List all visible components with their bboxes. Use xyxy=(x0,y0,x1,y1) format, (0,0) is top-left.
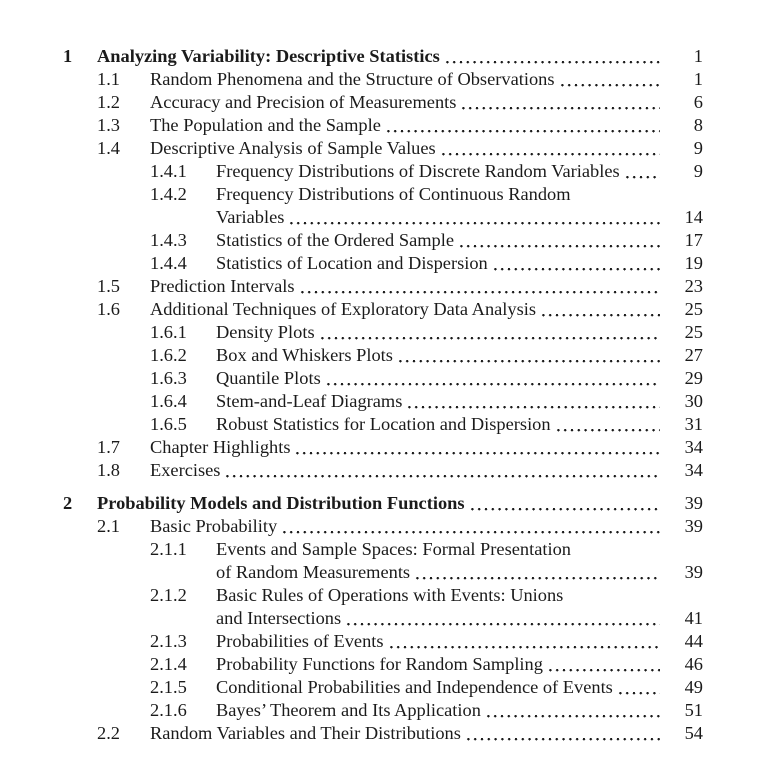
toc-entry-title: Probability Models and Distribution Functions xyxy=(97,493,465,513)
dot-leader xyxy=(288,206,660,229)
toc-entry-title: Additional Techniques of Exploratory Data Analysis xyxy=(150,299,537,319)
toc-entry-page: 46 xyxy=(684,654,703,674)
toc-entry-number: 1.4.4 xyxy=(150,253,187,273)
dot-leader xyxy=(440,137,660,160)
toc-entry[interactable] xyxy=(63,229,703,252)
toc-entry-page: 23 xyxy=(684,276,703,296)
toc-entry-title: Random Phenomena and the Structure of Observations xyxy=(150,69,555,89)
dot-leader xyxy=(345,607,660,630)
toc-entry-page: 51 xyxy=(684,700,703,720)
toc-entry-title: Probability Functions for Random Sampling xyxy=(216,654,543,674)
toc-entry[interactable] xyxy=(63,436,703,459)
toc-entry[interactable] xyxy=(63,91,703,114)
toc-entry-page: 6 xyxy=(693,92,703,112)
toc-entry-number: 1.3 xyxy=(97,115,120,135)
dot-leader xyxy=(485,699,660,722)
toc-entry[interactable] xyxy=(63,515,703,538)
toc-entry-number: 2.1.1 xyxy=(150,539,187,559)
toc-entry[interactable] xyxy=(63,344,703,367)
toc-entry[interactable] xyxy=(63,699,703,722)
toc-entry-page: 14 xyxy=(684,207,703,227)
toc-entry[interactable] xyxy=(63,459,703,482)
toc-entry-title: and Intersections xyxy=(216,608,342,628)
toc-entry-title: Frequency Distributions of Discrete Random Variables xyxy=(216,161,620,181)
toc-entry-number: 1.6.1 xyxy=(150,322,187,342)
toc-entry-title: Basic Rules of Operations with Events: Unions xyxy=(216,585,564,605)
toc-entry[interactable] xyxy=(63,722,703,745)
toc-entry-page: 49 xyxy=(684,677,703,697)
toc-entry-page: 17 xyxy=(684,230,703,250)
dot-leader xyxy=(414,561,660,584)
toc-entry-title: The Population and the Sample xyxy=(150,115,381,135)
dot-leader xyxy=(540,298,660,321)
toc-entry[interactable] xyxy=(63,676,703,699)
toc-entry-number: 1.4 xyxy=(97,138,120,158)
dot-leader xyxy=(406,390,660,413)
dot-leader xyxy=(555,413,660,436)
toc-entry-page: 25 xyxy=(684,299,703,319)
toc-entry-number: 1.4.1 xyxy=(150,161,187,181)
dot-leader xyxy=(397,344,660,367)
toc-entry[interactable] xyxy=(63,367,703,390)
toc-entry-page: 9 xyxy=(693,161,703,181)
toc-entry[interactable] xyxy=(63,252,703,275)
toc-entry[interactable] xyxy=(63,653,703,676)
toc-entry-page: 30 xyxy=(684,391,703,411)
toc-entry-title: Bayes’ Theorem and Its Application xyxy=(216,700,481,720)
toc-entry-page: 29 xyxy=(684,368,703,388)
toc-entry-title: Basic Probability xyxy=(150,516,278,536)
dot-leader xyxy=(385,114,660,137)
toc-entry[interactable] xyxy=(63,298,703,321)
toc-entry-number: 1.2 xyxy=(97,92,120,112)
toc-entry[interactable] xyxy=(63,561,703,584)
toc-entry[interactable] xyxy=(63,68,703,91)
toc-entry-page: 41 xyxy=(684,608,703,628)
toc-entry-page: 39 xyxy=(684,516,703,536)
toc-entry[interactable] xyxy=(63,492,703,515)
toc-entry-title: Exercises xyxy=(150,460,221,480)
dot-leader xyxy=(624,160,660,183)
toc-entry-title: Accuracy and Precision of Measurements xyxy=(150,92,457,112)
dot-leader xyxy=(319,321,660,344)
dot-leader xyxy=(458,229,660,252)
toc-entry-number: 1.6.2 xyxy=(150,345,187,365)
dot-leader xyxy=(388,630,660,653)
toc-entry-page: 39 xyxy=(684,562,703,582)
toc-entry-page: 31 xyxy=(684,414,703,434)
toc-entry[interactable] xyxy=(63,607,703,630)
toc-entry-number: 2.1.3 xyxy=(150,631,187,651)
toc-entry-number: 1 xyxy=(63,46,73,66)
toc-entry-title: of Random Measurements xyxy=(216,562,411,582)
toc-entry-page: 44 xyxy=(684,631,703,651)
toc-entry-title: Stem-and-Leaf Diagrams xyxy=(216,391,403,411)
toc-entry-page: 1 xyxy=(693,69,703,89)
dot-leader xyxy=(299,275,660,298)
toc-entry[interactable] xyxy=(63,390,703,413)
toc-entry-number: 1.4.2 xyxy=(150,184,187,204)
toc-entry[interactable] xyxy=(63,45,703,68)
toc-entry-page: 1 xyxy=(693,46,703,66)
dot-leader xyxy=(325,367,660,390)
dot-leader xyxy=(281,515,660,538)
toc-entry-number: 1.1 xyxy=(97,69,120,89)
toc-entry-number: 1.6 xyxy=(97,299,120,319)
toc-entry-title: Statistics of the Ordered Sample xyxy=(216,230,455,250)
toc-entry-title: Random Variables and Their Distributions xyxy=(150,723,461,743)
dot-leader xyxy=(224,459,660,482)
dot-leader xyxy=(547,653,660,676)
toc-entry-number: 1.5 xyxy=(97,276,120,296)
toc-entry-title: Variables xyxy=(216,207,285,227)
toc-entry-page: 8 xyxy=(693,115,703,135)
toc-entry-page: 27 xyxy=(684,345,703,365)
dot-leader xyxy=(465,722,660,745)
toc-entry-title: Descriptive Analysis of Sample Values xyxy=(150,138,436,158)
toc-entry[interactable] xyxy=(63,183,703,206)
toc-entry-number: 2.1.6 xyxy=(150,700,187,720)
dot-leader xyxy=(469,492,660,515)
toc-entry-title: Quantile Plots xyxy=(216,368,321,388)
toc-entry-title: Frequency Distributions of Continuous Random xyxy=(216,184,571,204)
toc-entry-number: 2.1.2 xyxy=(150,585,187,605)
toc-entry[interactable] xyxy=(63,137,703,160)
toc-entry-number: 1.6.3 xyxy=(150,368,187,388)
toc-entry-title: Statistics of Location and Dispersion xyxy=(216,253,488,273)
toc-entry-title: Analyzing Variability: Descriptive Statistics xyxy=(97,46,440,66)
toc-entry-page: 34 xyxy=(684,460,703,480)
toc-entry-number: 1.4.3 xyxy=(150,230,187,250)
toc-entry[interactable] xyxy=(63,275,703,298)
dot-leader xyxy=(617,676,660,699)
dot-leader xyxy=(460,91,660,114)
toc-entry[interactable] xyxy=(63,413,703,436)
toc-entry-title: Events and Sample Spaces: Formal Presentation xyxy=(216,539,571,559)
toc-entry[interactable] xyxy=(63,630,703,653)
toc-entry-page: 19 xyxy=(684,253,703,273)
toc-entry-page: 25 xyxy=(684,322,703,342)
dot-leader xyxy=(559,68,660,91)
toc-entry[interactable] xyxy=(63,584,703,607)
toc-entry-title: Chapter Highlights xyxy=(150,437,291,457)
dot-leader xyxy=(294,436,660,459)
toc-entry-number: 2.1 xyxy=(97,516,120,536)
toc-entry[interactable] xyxy=(63,321,703,344)
toc-entry-number: 1.6.4 xyxy=(150,391,187,411)
toc-entry[interactable] xyxy=(63,538,703,561)
toc-entry-page: 39 xyxy=(684,493,703,513)
toc-entry[interactable] xyxy=(63,206,703,229)
toc-entry-page: 34 xyxy=(684,437,703,457)
toc-entry-number: 2.1.4 xyxy=(150,654,187,674)
toc-entry-number: 2.2 xyxy=(97,723,120,743)
toc-entry-title: Conditional Probabilities and Independence of Events xyxy=(216,677,613,697)
toc-entry-title: Robust Statistics for Location and Dispersion xyxy=(216,414,551,434)
toc-entry[interactable] xyxy=(63,114,703,137)
toc-entry-title: Probabilities of Events xyxy=(216,631,384,651)
toc-entry-page: 54 xyxy=(684,723,703,743)
toc-list xyxy=(63,45,703,745)
toc-entry[interactable] xyxy=(63,160,703,183)
dot-leader xyxy=(444,45,660,68)
toc-entry-title: Prediction Intervals xyxy=(150,276,295,296)
toc-entry-title: Density Plots xyxy=(216,322,315,342)
toc-entry-number: 1.8 xyxy=(97,460,120,480)
toc-entry-page: 9 xyxy=(693,138,703,158)
dot-leader xyxy=(492,252,660,275)
toc-entry-number: 2.1.5 xyxy=(150,677,187,697)
toc-entry-number: 1.6.5 xyxy=(150,414,187,434)
toc-entry-title: Box and Whiskers Plots xyxy=(216,345,393,365)
toc-entry-number: 2 xyxy=(63,493,73,513)
toc-entry-number: 1.7 xyxy=(97,437,120,457)
